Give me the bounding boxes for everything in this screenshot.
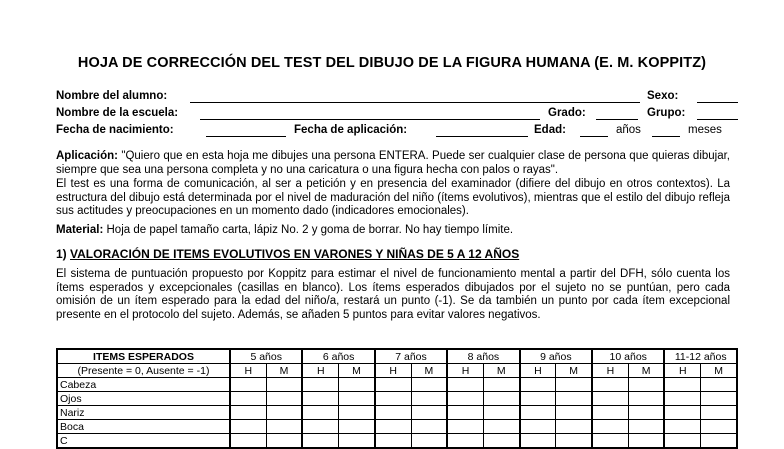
score-cell[interactable]	[701, 420, 737, 434]
material-text: Hoja de papel tamaño carta, lápiz No. 2 y goma de borrar. No hay tiempo límite.	[106, 224, 514, 236]
score-cell[interactable]	[375, 378, 411, 392]
sexo-label: Sexo:	[647, 90, 679, 102]
score-cell[interactable]	[266, 406, 302, 420]
score-cell[interactable]	[628, 392, 664, 406]
score-cell[interactable]	[592, 420, 628, 434]
score-cell[interactable]	[375, 420, 411, 434]
score-cell[interactable]	[592, 378, 628, 392]
col-h: H	[664, 364, 700, 378]
age-header-5: 5 años	[230, 349, 302, 364]
item-label: Cabeza	[57, 378, 230, 392]
table-header-row	[57, 349, 737, 364]
col-h: H	[230, 364, 266, 378]
score-cell[interactable]	[339, 420, 375, 434]
aplicacion-label: Aplicación:	[56, 150, 118, 162]
score-cell[interactable]	[411, 420, 447, 434]
edad-label: Edad:	[534, 124, 566, 136]
row-nombre-alumno	[56, 90, 738, 106]
material-paragraph	[56, 224, 730, 238]
section-1-heading	[56, 247, 519, 261]
score-cell[interactable]	[628, 406, 664, 420]
edad-anos-line[interactable]	[580, 124, 608, 137]
score-cell[interactable]	[520, 378, 556, 392]
score-cell[interactable]	[302, 406, 338, 420]
nombre-alumno-label: Nombre del alumno:	[56, 90, 168, 102]
sexo-line[interactable]	[697, 90, 738, 103]
grado-line[interactable]	[596, 107, 638, 120]
score-cell[interactable]	[592, 406, 628, 420]
edad-meses-line[interactable]	[652, 124, 680, 137]
score-cell[interactable]	[520, 392, 556, 406]
grupo-label: Grupo:	[647, 107, 686, 119]
col-m: M	[266, 364, 302, 378]
item-label: Nariz	[57, 406, 230, 420]
table-row	[57, 392, 737, 406]
aplicacion-text: "Quiero que en esta hoja me dibujes una persona ENTERA. Puede ser cualquier clase de persona que quieras dibujar, siempre que sea una persona completa y no una caricatura o una figura hecha con palos o rayas".	[56, 150, 731, 176]
score-cell[interactable]	[230, 406, 266, 420]
score-cell[interactable]	[302, 378, 338, 392]
score-cell[interactable]	[483, 392, 519, 406]
score-cell[interactable]	[230, 392, 266, 406]
score-cell[interactable]	[266, 392, 302, 406]
score-cell[interactable]	[664, 392, 700, 406]
score-cell[interactable]	[628, 420, 664, 434]
score-cell[interactable]	[302, 392, 338, 406]
score-cell[interactable]	[339, 406, 375, 420]
score-cell[interactable]	[230, 378, 266, 392]
meses-label: meses	[688, 124, 722, 136]
col-h: H	[520, 364, 556, 378]
score-cell[interactable]	[483, 378, 519, 392]
age-header-6: 6 años	[302, 349, 374, 364]
row-nombre-escuela	[56, 107, 738, 123]
age-header-7: 7 años	[375, 349, 447, 364]
table-subheader-row	[57, 364, 737, 378]
aplicacion-text-2: El test es una forma de comunicación, al ser a petición y en presencia del examinador (difiere del dibujo en otros contextos). La estructura del dibujo está determinada por el nivel de maduración del niño (ítems evolutivos), mientras que el estilo del dibujo refleja sus actitudes y preocupaciones en un momento dado (indicadores emocionales).	[56, 178, 730, 217]
score-cell[interactable]	[701, 392, 737, 406]
col-m: M	[556, 364, 592, 378]
document-title: HOJA DE CORRECCIÓN DEL TEST DEL DIBUJO DE LA FIGURA HUMANA (E. M. KOPPITZ)	[77, 55, 707, 71]
age-header-10: 10 años	[592, 349, 664, 364]
anos-label: años	[616, 124, 641, 136]
score-cell[interactable]	[556, 392, 592, 406]
grado-label: Grado:	[548, 107, 586, 119]
score-cell[interactable]	[701, 406, 737, 420]
score-cell[interactable]	[266, 378, 302, 392]
material-label: Material:	[56, 224, 104, 236]
table-body	[57, 378, 737, 449]
age-header-8: 8 años	[447, 349, 519, 364]
score-cell[interactable]	[556, 420, 592, 434]
col-h: H	[375, 364, 411, 378]
items-esperados-table	[56, 348, 738, 449]
score-cell[interactable]	[302, 420, 338, 434]
table-row	[57, 378, 737, 392]
aplicacion-paragraph	[56, 150, 730, 177]
item-label: C	[57, 434, 230, 449]
table-row	[57, 406, 737, 420]
score-cell[interactable]	[701, 378, 737, 392]
grupo-line[interactable]	[697, 107, 738, 120]
score-cell[interactable]	[447, 406, 483, 420]
score-cell[interactable]	[375, 392, 411, 406]
score-cell[interactable]	[230, 420, 266, 434]
item-label: Boca	[57, 420, 230, 434]
score-cell[interactable]	[664, 420, 700, 434]
row-fechas	[56, 124, 738, 140]
score-cell[interactable]	[592, 392, 628, 406]
score-cell[interactable]	[339, 378, 375, 392]
age-header-11-12: 11-12 años	[664, 349, 737, 364]
scoring-paragraph	[56, 268, 730, 322]
aplicacion-paragraph-2	[56, 178, 730, 219]
age-header-9: 9 años	[520, 349, 592, 364]
score-cell[interactable]	[447, 420, 483, 434]
table-row	[57, 420, 737, 434]
col-m: M	[339, 364, 375, 378]
score-cell[interactable]	[664, 378, 700, 392]
fecha-nacimiento-line[interactable]	[206, 124, 286, 137]
nombre-escuela-line[interactable]	[200, 107, 540, 120]
item-label: Ojos	[57, 392, 230, 406]
fecha-nacimiento-label: Fecha de nacimiento:	[56, 124, 174, 136]
score-cell[interactable]	[411, 378, 447, 392]
fecha-aplicacion-line[interactable]	[436, 124, 528, 137]
score-cell[interactable]	[266, 420, 302, 434]
score-cell[interactable]	[628, 378, 664, 392]
scoring-text: El sistema de puntuación propuesto por Koppitz para estimar el nivel de funcionamiento mental a partir del DFH, sólo cuenta los ítems esperados y excepcionales (casillas en blanco). Los ítems esperados dibujados por el sujeto no se puntúan, pero cada omisión de un ítem esperado para la edad del niño/a, restará un punto (-1). Se da también un punto por cada ítem excepcional presente en el protocolo del sujeto. Además, se añaden 5 puntos para evitar valores negativos.	[56, 268, 730, 321]
items-esperados-subheader: (Presente = 0, Ausente = -1)	[57, 364, 230, 378]
score-cell[interactable]	[556, 406, 592, 420]
score-cell[interactable]	[411, 406, 447, 420]
score-cell[interactable]	[664, 406, 700, 420]
col-m: M	[701, 364, 737, 378]
section-1-number: 1)	[56, 247, 67, 261]
section-1-title: VALORACIÓN DE ITEMS EVOLUTIVOS EN VARONES Y NIÑAS DE 5 A 12 AÑOS	[70, 247, 520, 261]
score-cell[interactable]	[520, 420, 556, 434]
score-cell[interactable]	[556, 378, 592, 392]
score-cell[interactable]	[339, 392, 375, 406]
score-cell[interactable]	[375, 406, 411, 420]
col-h: H	[302, 364, 338, 378]
nombre-escuela-label: Nombre de la escuela:	[56, 107, 179, 119]
score-cell[interactable]	[483, 406, 519, 420]
fecha-aplicacion-label: Fecha de aplicación:	[294, 124, 408, 136]
score-cell[interactable]	[411, 392, 447, 406]
items-esperados-header: ITEMS ESPERADOS	[57, 349, 230, 364]
nombre-alumno-line[interactable]	[190, 90, 640, 103]
col-m: M	[483, 364, 519, 378]
score-cell[interactable]	[447, 378, 483, 392]
col-h: H	[447, 364, 483, 378]
col-m: M	[411, 364, 447, 378]
score-cell[interactable]	[483, 420, 519, 434]
score-cell[interactable]	[520, 406, 556, 420]
col-m: M	[628, 364, 664, 378]
col-h: H	[592, 364, 628, 378]
score-cell[interactable]	[447, 392, 483, 406]
